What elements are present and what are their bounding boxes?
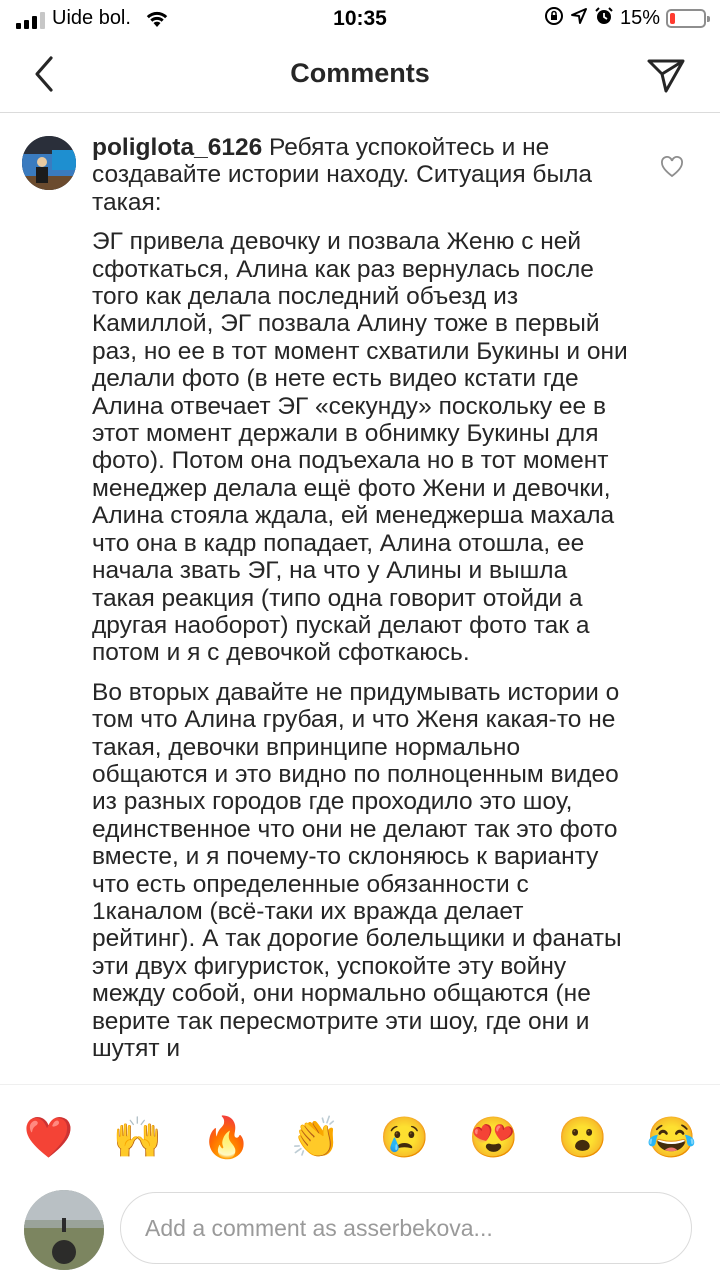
share-button[interactable] <box>642 52 690 100</box>
wifi-icon <box>144 8 170 33</box>
battery-icon <box>666 9 706 28</box>
chevron-left-icon <box>33 55 55 93</box>
screen-lock-icon <box>544 6 564 31</box>
emoji-clapping-hands[interactable]: 👏 <box>290 1115 341 1160</box>
direct-send-icon <box>646 58 686 94</box>
current-user-avatar <box>24 1190 104 1270</box>
battery-percent: 15% <box>619 7 660 29</box>
emoji-crying-face[interactable]: 😢 <box>379 1115 430 1160</box>
comment-paragraph: Во вторых давайте не придумывать истории о том что Алина грубая, и что Женя какая-то не такая, девочки впринципе нормально общаются и это видно по полноценным видео из разных городов где проходило это шоу, единственное что они не делают так это фото вместе, и я почему-то склоняюсь к варианту что есть определенные обязанности с 1каналом (всё-таки их вражда делает рейтинг). А так дорогие болельщики и фанаты эти двух фигуристок, успокойте эту войну между собой, они нормально общаются (не верите так пересмотрите эти шоу, где они и шутят и <box>92 678 629 1062</box>
page-title: Comments <box>290 58 430 88</box>
emoji-heart-eyes[interactable]: 😍 <box>468 1115 519 1160</box>
emoji-red-heart[interactable]: ❤️ <box>23 1115 74 1160</box>
heart-outline-icon <box>660 156 684 178</box>
header <box>0 40 720 113</box>
emoji-raising-hands[interactable]: 🙌 <box>112 1115 163 1160</box>
back-button[interactable] <box>22 52 66 96</box>
comment-paragraph <box>92 134 632 216</box>
comment-item <box>0 112 720 1084</box>
comment-intro: Ребята успокойтесь и не создавайте истории находу. Ситуация была такая: <box>92 134 599 216</box>
carrier-name: Uide bol. <box>52 7 131 29</box>
emoji-astonished-face[interactable]: 😮 <box>557 1115 608 1160</box>
emoji-tears-of-joy[interactable]: 😂 <box>646 1115 697 1160</box>
clock: 10:35 <box>333 7 387 30</box>
alarm-icon <box>594 6 614 31</box>
avatar[interactable] <box>22 136 76 190</box>
add-comment-row <box>0 1190 720 1280</box>
like-button[interactable] <box>660 156 684 178</box>
location-icon <box>570 7 588 30</box>
emoji-reaction-bar <box>0 1084 720 1190</box>
comment-input[interactable] <box>120 1192 692 1264</box>
comment-body <box>92 134 635 1062</box>
comment-username[interactable]: poliglota_6126 <box>92 134 263 161</box>
comment-paragraph: ЭГ привела девочку и позвала Женю с ней сфоткаться, Алина как раз вернулась после того как делала последний объезд из Камиллой, ЭГ позвала Алину тоже в первый раз, но ее в тот момент схватили Букины и они делали фото (в нете есть видео кстати где Алина отвечает ЭГ «секунду» поскольку ее в этот момент держали в обнимку Букины для фото). Потом она подъехала но в тот момент менеджер делала ещё фото Жени и девочки, Алина стояла ждала, ей менеджерша махала что она в кадр попадает, Алина отошла, ее начала звать ЭГ, на что у Алины и вышла такая реакция (типо одна говорит отойди а другая наоборот) пускай делают фото так а потом и я с девочкой сфоткаюсь. <box>92 228 635 667</box>
emoji-fire[interactable]: 🔥 <box>201 1115 252 1160</box>
signal-icon <box>16 12 45 29</box>
status-bar <box>0 0 720 40</box>
